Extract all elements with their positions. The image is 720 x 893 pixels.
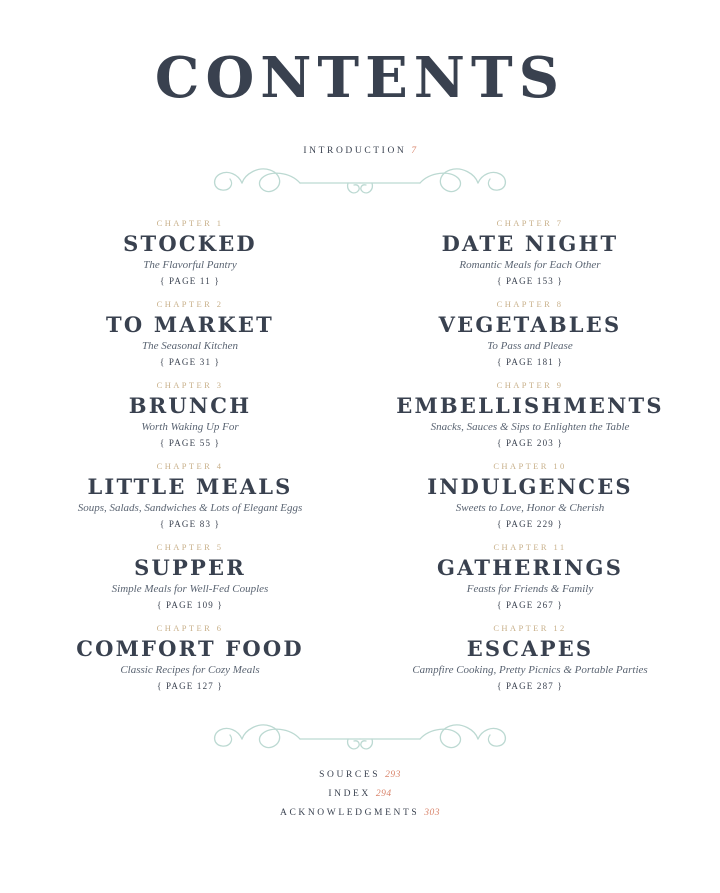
chapter-title: INDULGENCES (427, 473, 633, 499)
page-title: CONTENTS (154, 45, 566, 111)
toc-entry[interactable] (40, 623, 340, 691)
back-matter-entry[interactable] (40, 770, 680, 780)
chapter-label: CHAPTER 10 (493, 460, 567, 471)
chapter-subtitle: Sweets to Love, Honor & Cherish (455, 501, 605, 514)
contents-page (0, 45, 720, 893)
toc-entry[interactable] (40, 299, 340, 367)
chapter-title: VEGETABLES (438, 311, 622, 337)
chapter-title: LITTLE MEALS (87, 473, 293, 499)
chapter-subtitle: The Seasonal Kitchen (142, 339, 238, 352)
chapter-label: CHAPTER 2 (156, 298, 224, 309)
toc-entry[interactable] (40, 218, 340, 286)
chapter-page: { PAGE 127 } (157, 681, 223, 692)
toc-entry[interactable] (40, 380, 340, 448)
chapter-label: CHAPTER 8 (496, 298, 564, 309)
chapter-page: { PAGE 267 } (497, 600, 563, 611)
chapter-subtitle: Soups, Salads, Sandwiches & Lots of Elegant Eggs (77, 501, 303, 514)
chapter-title: BRUNCH (128, 392, 252, 418)
chapter-title: GATHERINGS (436, 554, 624, 580)
chapter-page: { PAGE 11 } (160, 275, 220, 286)
chapter-subtitle: Classic Recipes for Cozy Meals (120, 664, 260, 677)
toc-entry[interactable] (380, 461, 680, 529)
chapter-title: STOCKED (123, 230, 257, 256)
chapter-subtitle: Simple Meals for Well-Fed Couples (111, 583, 269, 596)
back-matter-list (40, 770, 680, 818)
chapter-title: DATE NIGHT (441, 230, 619, 256)
back-matter-entry[interactable] (40, 789, 680, 799)
back-matter-page: 293 (385, 770, 401, 781)
chapter-page: { PAGE 31 } (159, 356, 221, 367)
back-matter-page: 294 (375, 789, 392, 800)
chapter-page: { PAGE 109 } (157, 600, 223, 611)
introduction-label: INTRODUCTION (303, 145, 407, 156)
toc-entry[interactable] (380, 623, 680, 691)
chapter-page: { PAGE 83 } (159, 518, 221, 529)
contents-column-right (380, 218, 680, 705)
chapter-subtitle: The Flavorful Pantry (143, 258, 237, 271)
chapter-label: CHAPTER 9 (496, 379, 564, 390)
chapter-subtitle: To Pass and Please (487, 339, 573, 352)
chapter-subtitle: Worth Waking Up For (141, 420, 239, 433)
flourish-bottom-ornament (150, 718, 570, 760)
chapter-label: CHAPTER 6 (156, 623, 224, 634)
chapter-title: COMFORT FOOD (76, 636, 304, 662)
toc-entry[interactable] (380, 218, 680, 286)
chapter-label: CHAPTER 11 (493, 541, 567, 552)
chapter-page: { PAGE 181 } (497, 356, 563, 367)
chapter-label: CHAPTER 3 (156, 379, 224, 390)
contents-columns (40, 218, 680, 705)
chapter-page: { PAGE 55 } (159, 437, 221, 448)
back-matter-page: 303 (424, 808, 440, 819)
back-matter-label: SOURCES (319, 770, 381, 781)
toc-entry[interactable] (40, 461, 340, 529)
chapter-title: TO MARKET (106, 311, 274, 337)
toc-entry[interactable] (380, 542, 680, 610)
contents-column-left (40, 218, 340, 705)
back-matter-label: ACKNOWLEDGMENTS (279, 808, 420, 819)
chapter-label: CHAPTER 4 (156, 460, 224, 471)
introduction-page: 7 (411, 145, 417, 156)
toc-entry[interactable] (40, 542, 340, 610)
chapter-label: CHAPTER 5 (156, 541, 224, 552)
chapter-subtitle: Romantic Meals for Each Other (459, 258, 601, 271)
chapter-page: { PAGE 153 } (497, 275, 563, 286)
back-matter-entry[interactable] (40, 808, 680, 818)
chapter-subtitle: Snacks, Sauces & Sips to Enlighten the Table (430, 420, 630, 433)
chapter-subtitle: Campfire Cooking, Pretty Picnics & Portable Parties (412, 664, 648, 677)
chapter-title: SUPPER (134, 554, 246, 580)
back-matter-label: INDEX (328, 789, 371, 800)
toc-entry[interactable] (380, 299, 680, 367)
chapter-label: CHAPTER 7 (496, 217, 564, 228)
flourish-top-ornament (150, 162, 570, 204)
chapter-page: { PAGE 229 } (497, 518, 563, 529)
toc-entry[interactable] (380, 380, 680, 448)
chapter-page: { PAGE 287 } (497, 681, 563, 692)
chapter-title: EMBELLISHMENTS (396, 392, 664, 418)
chapter-label: CHAPTER 1 (156, 217, 224, 228)
chapter-title: ESCAPES (466, 636, 594, 662)
chapter-subtitle: Feasts for Friends & Family (466, 583, 594, 596)
chapter-label: CHAPTER 12 (493, 623, 567, 634)
introduction-entry[interactable] (40, 146, 680, 156)
chapter-page: { PAGE 203 } (497, 437, 563, 448)
